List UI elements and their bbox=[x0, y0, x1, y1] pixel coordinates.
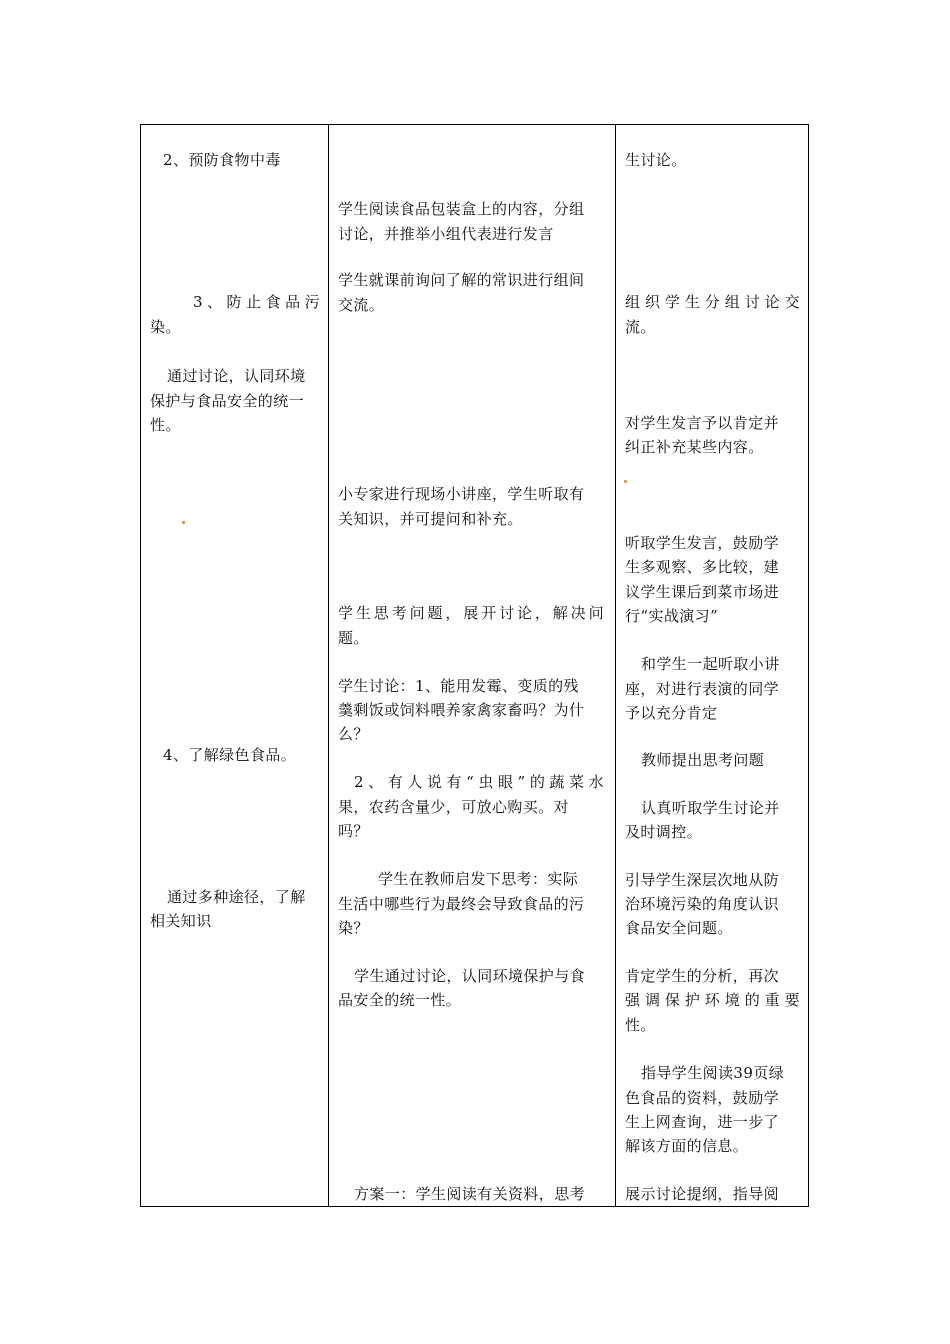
column-divider-1 bbox=[328, 125, 329, 1206]
text-activity-3a: 小专家进行现场小讲座，学生听取有 bbox=[338, 485, 585, 503]
text-teacher-2a: 组织学生分组讨论交 bbox=[625, 293, 800, 311]
text-goal-1a: 通过讨论，认同环境 bbox=[167, 367, 306, 385]
text-teacher-9a: 肯定学生的分析，再次 bbox=[625, 967, 780, 985]
text-teacher-8c: 食品安全问题。 bbox=[625, 919, 733, 937]
text-activity-3b: 关知识，并可提问和补充。 bbox=[338, 510, 523, 528]
text-activity-6b: 果，农药含量少，可放心购买。对 bbox=[338, 798, 570, 816]
text-teacher-3b: 纠正补充某些内容。 bbox=[625, 438, 764, 456]
text-teacher-7a: 认真听取学生讨论并 bbox=[641, 799, 780, 817]
text-teacher-10c: 生上网查询，进一步了 bbox=[625, 1113, 780, 1131]
text-teacher-2b: 流。 bbox=[625, 318, 656, 336]
text-teacher-5b: 座，对进行表演的同学 bbox=[625, 680, 780, 698]
text-goal-2a: 通过多种途径，了解 bbox=[167, 888, 306, 906]
text-activity-6c: 吗？ bbox=[338, 822, 369, 840]
text-teacher-5c: 予以充分肯定 bbox=[625, 704, 718, 722]
text-teacher-4a: 听取学生发言，鼓励学 bbox=[625, 534, 780, 552]
text-teacher-4b: 生多观察、多比较，建 bbox=[625, 558, 780, 576]
text-activity-7a: 学生在教师启发下思考：实际 bbox=[378, 870, 579, 888]
text-teacher-10b: 色食品的资料，鼓励学 bbox=[625, 1089, 780, 1107]
text-teacher-5a: 和学生一起听取小讲 bbox=[641, 655, 780, 673]
text-prevent-pollution-2: 染。 bbox=[150, 318, 181, 336]
text-activity-8b: 品安全的统一性。 bbox=[338, 991, 462, 1009]
text-teacher-9c: 性。 bbox=[625, 1016, 656, 1034]
text-teacher-10d: 解该方面的信息。 bbox=[625, 1137, 749, 1155]
text-teacher-10a: 指导学生阅读39页绿 bbox=[641, 1064, 785, 1082]
text-goal-1c: 性。 bbox=[150, 416, 181, 434]
text-activity-5a: 学生讨论：1、能用发霉、变质的残 bbox=[338, 677, 579, 695]
text-activity-4b: 题。 bbox=[338, 629, 369, 647]
text-activity-2b: 交流。 bbox=[338, 296, 385, 314]
text-prevent-poisoning: 2、预防食物中毒 bbox=[163, 151, 281, 169]
text-activity-6a: 2、有人说有“虫眼”的蔬菜水 bbox=[354, 773, 604, 791]
text-teacher-8b: 治环境污染的角度认识 bbox=[625, 895, 780, 913]
text-teacher-3a: 对学生发言予以肯定并 bbox=[625, 414, 780, 432]
text-goal-2b: 相关知识 bbox=[150, 912, 212, 930]
text-activity-5c: 么？ bbox=[338, 725, 369, 743]
text-teacher-4d: 行“实战演习” bbox=[625, 607, 719, 625]
text-green-food: 4、了解绿色食品。 bbox=[163, 746, 297, 764]
text-teacher-7b: 及时调控。 bbox=[625, 823, 703, 841]
column-divider-2 bbox=[615, 125, 616, 1206]
text-activity-4a: 学生思考问题，展开讨论，解决问 bbox=[338, 604, 604, 622]
text-prevent-pollution-1: 3、防止食品污 bbox=[193, 293, 320, 311]
text-activity-1b: 讨论，并推举小组代表进行发言 bbox=[338, 225, 554, 243]
text-teacher-1: 生讨论。 bbox=[625, 151, 687, 169]
text-activity-5b: 羹剩饭或饲料喂养家禽家畜吗？为什 bbox=[338, 701, 585, 719]
text-activity-1a: 学生阅读食品包装盒上的内容，分组 bbox=[338, 200, 585, 218]
text-activity-2a: 学生就课前询问了解的常识进行组间 bbox=[338, 271, 585, 289]
text-teacher-6: 教师提出思考问题 bbox=[641, 751, 765, 769]
text-activity-9: 方案一：学生阅读有关资料，思考 bbox=[354, 1185, 586, 1203]
text-activity-8a: 学生通过讨论，认同环境保护与食 bbox=[354, 967, 586, 985]
decorative-dot bbox=[624, 480, 627, 483]
text-teacher-11: 展示讨论提纲，指导阅 bbox=[625, 1185, 780, 1203]
decorative-dot bbox=[182, 521, 185, 524]
text-goal-1b: 保护与食品安全的统一 bbox=[150, 392, 305, 410]
text-activity-7b: 生活中哪些行为最终会导致食品的污 bbox=[338, 895, 585, 913]
text-activity-7c: 染？ bbox=[338, 919, 369, 937]
text-teacher-4c: 议学生课后到菜市场进 bbox=[625, 583, 780, 601]
text-teacher-9b: 强调保护环境的重要 bbox=[625, 991, 800, 1009]
text-teacher-8a: 引导学生深层次地从防 bbox=[625, 871, 780, 889]
